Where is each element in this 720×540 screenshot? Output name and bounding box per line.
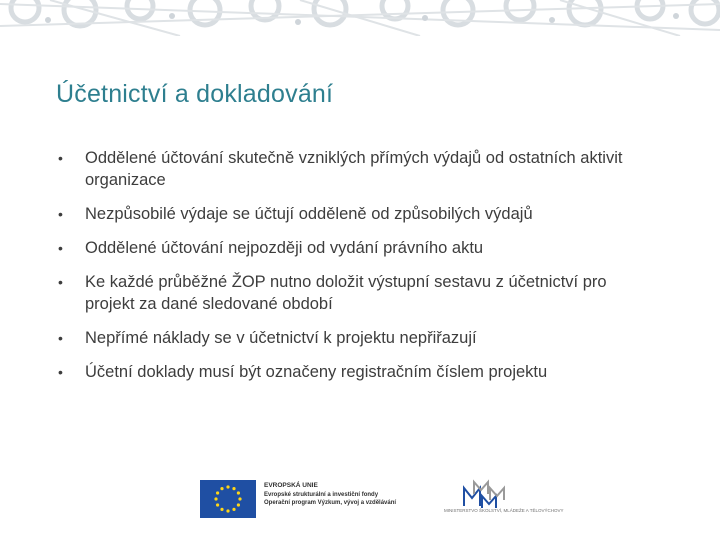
msmt-logo-icon bbox=[444, 478, 526, 528]
bullet-icon: • bbox=[58, 274, 63, 290]
bullet-item bbox=[58, 271, 658, 315]
eu-logo-text bbox=[264, 482, 396, 508]
bullet-list bbox=[58, 147, 658, 383]
bullet-icon: • bbox=[58, 364, 63, 380]
bullet-item bbox=[58, 361, 658, 383]
bullet-text: Ke každé průběžné ŽOP nutno doložit výstupní sestavu z účetnictví pro projekt za dané sledované období bbox=[85, 273, 607, 313]
bullet-item bbox=[58, 327, 658, 349]
bullet-item bbox=[58, 147, 658, 191]
slide-title: Účetnictví a dokladování bbox=[56, 80, 334, 108]
footer-logos bbox=[0, 468, 720, 528]
bullet-icon: • bbox=[58, 330, 63, 346]
bullet-icon: • bbox=[58, 206, 63, 222]
bullet-text: Oddělené účtování nejpozději od vydání právního aktu bbox=[85, 239, 484, 257]
bullet-text: Nezpůsobilé výdaje se účtují odděleně od způsobilých výdajů bbox=[85, 205, 533, 223]
bullet-icon: • bbox=[58, 240, 63, 256]
decorative-top-banner bbox=[0, 0, 720, 36]
bullet-icon: • bbox=[58, 150, 63, 166]
eu-flag-icon bbox=[200, 480, 256, 518]
banner-pattern-graphic bbox=[0, 0, 720, 36]
bullet-item bbox=[58, 203, 658, 225]
bullet-text: Nepřímé náklady se v účetnictví k projektu nepřiřazují bbox=[85, 329, 477, 347]
eu-title: EVROPSKÁ UNIE bbox=[264, 482, 318, 489]
bullet-text: Účetní doklady musí být označeny registračním číslem projektu bbox=[85, 363, 548, 381]
eu-program: Operační program Výzkum, vývoj a vzdělávání bbox=[264, 500, 397, 506]
msmt-logo-text: MINISTERSTVO ŠKOLSTVÍ, MLÁDEŽE A TĚLOVÝCHOVY bbox=[444, 508, 564, 513]
bullet-item bbox=[58, 237, 658, 259]
bullet-text: Oddělené účtování skutečně vzniklých přímých výdajů od ostatních aktivit organizace bbox=[85, 149, 623, 189]
eu-subtitle: Evropské strukturální a investiční fondy bbox=[264, 491, 379, 498]
